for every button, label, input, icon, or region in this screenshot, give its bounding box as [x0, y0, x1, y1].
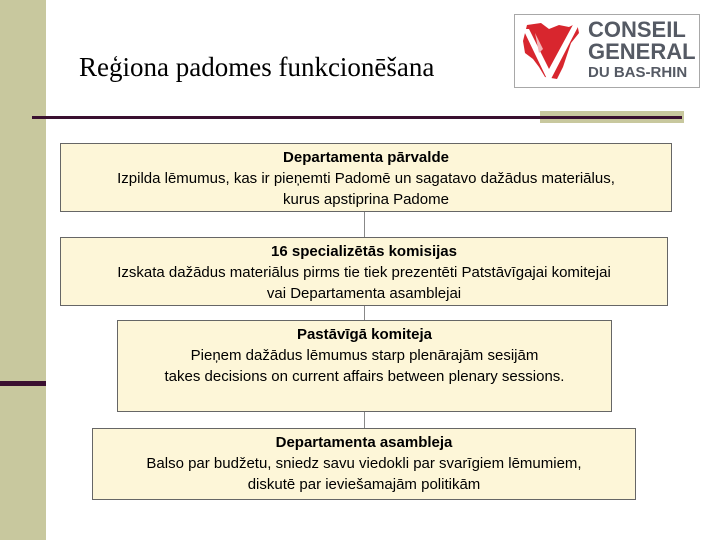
box-desc-line: vai Departamenta asamblejai: [266, 285, 462, 302]
box-desc-line: Izskata dažādus materiālus pirms tie tiek prezentēti Patstāvīgajai komitejai: [117, 264, 611, 281]
box-desc-line: Izpilda lēmumus, kas ir pieņemti Padomē un sagatavo dažādus materiālus,: [117, 170, 615, 187]
connector-1-2: [364, 212, 365, 237]
title-rule-dark: [32, 116, 682, 119]
box-title: Departamenta pārvalde: [283, 149, 449, 166]
left-decor-bar: [0, 0, 46, 540]
box-title: Departamenta asambleja: [275, 434, 453, 451]
logo-line-3: DU BAS-RHIN: [588, 64, 688, 81]
logo-line-1: CONSEIL: [588, 17, 686, 42]
box-desc-line: kurus apstiprina Padome: [283, 191, 449, 208]
box-title: 16 specializētās komisijas: [271, 243, 457, 260]
box-desc-line: diskutē par ieviešamajām politikām: [247, 476, 481, 493]
box-specializetas-komisijas: [60, 237, 668, 306]
logo-line-2: GENERAL: [588, 39, 696, 64]
conseil-general-logo: [514, 14, 700, 88]
box-pastaviga-komiteja: [117, 320, 612, 412]
box-departamenta-parvalde: [60, 143, 672, 212]
box-title: Pastāvīgā komiteja: [296, 326, 433, 343]
box-desc-line: takes decisions on current affairs between plenary sessions.: [164, 368, 565, 385]
slide-title: Reģiona padomes funkcionēšana: [79, 52, 435, 82]
connector-3-4: [364, 412, 365, 428]
box-departamenta-asambleja: [92, 428, 636, 500]
box-desc-line: Pieņem dažādus lēmumus starp plenārajām sesijām: [190, 347, 539, 364]
box-desc-line: Balso par budžetu, sniedz savu viedokli par svarīgiem lēmumiem,: [146, 455, 582, 472]
left-accent-bar: [0, 381, 46, 386]
bas-rhin-map-icon: [519, 19, 585, 83]
connector-2-3: [364, 306, 365, 320]
